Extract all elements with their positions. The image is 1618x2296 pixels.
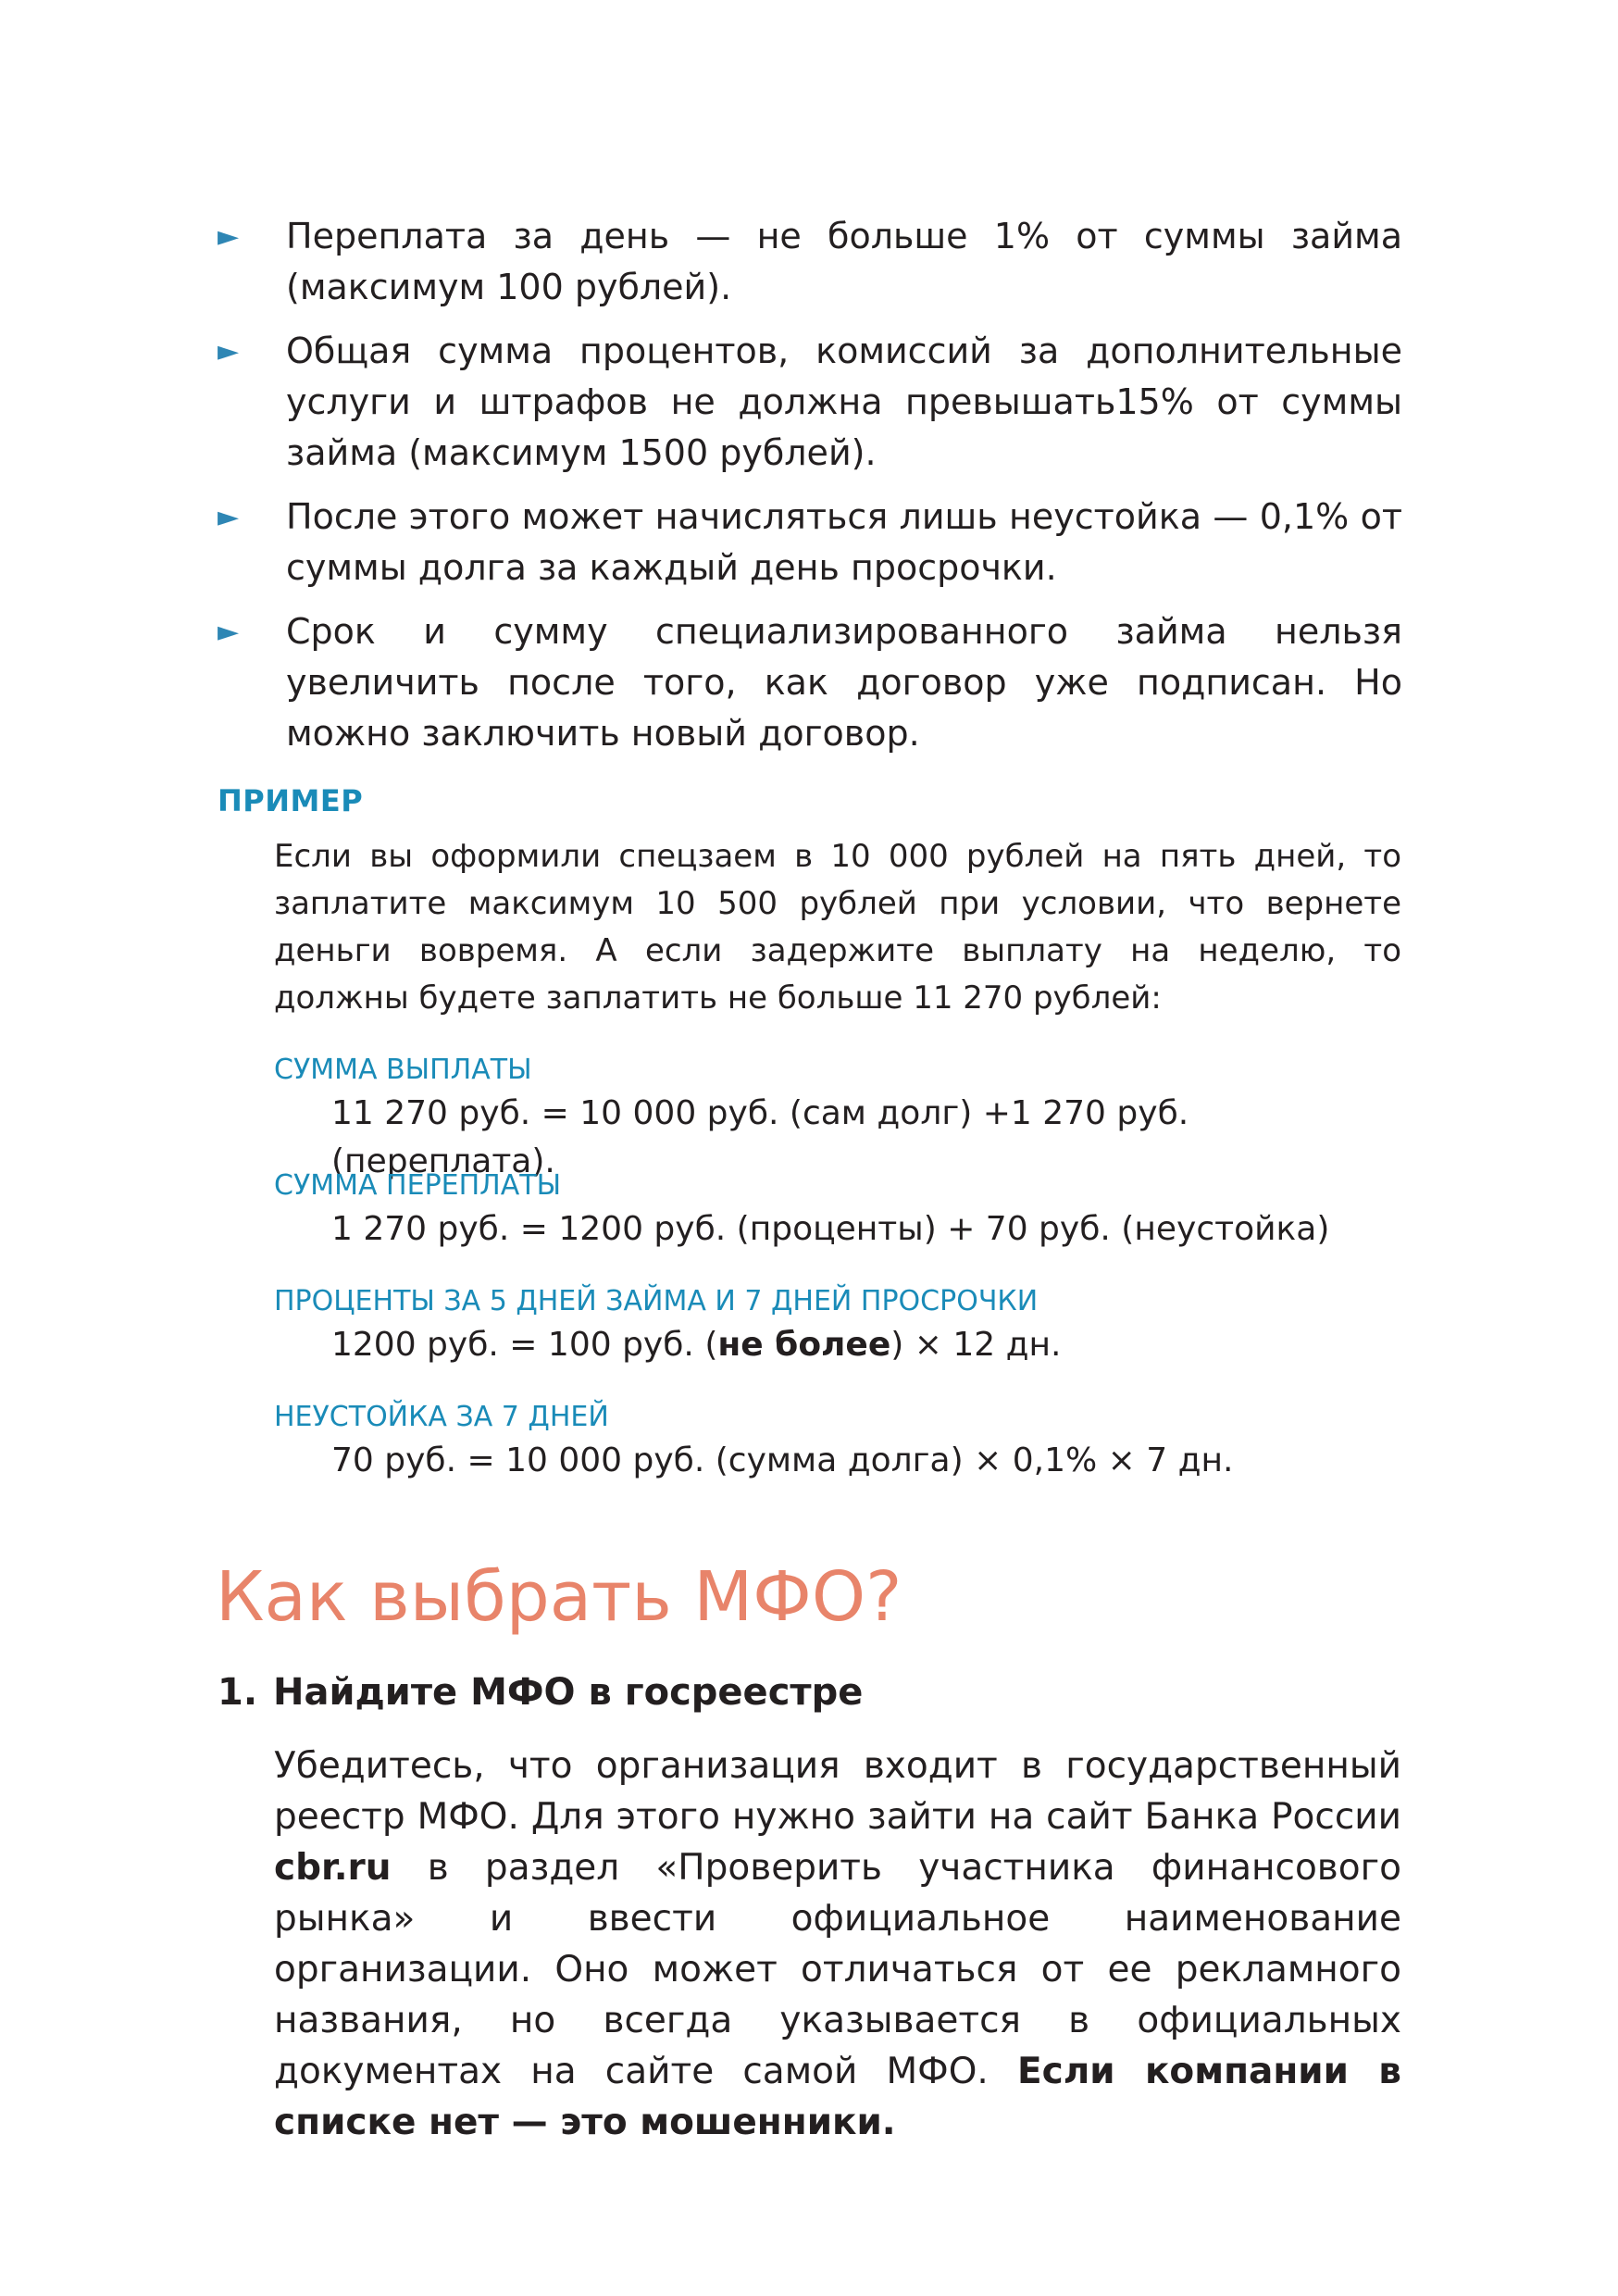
formula-part: 1200 руб. = 100 руб. ( [331,1326,718,1364]
bullet-item [218,326,1402,479]
example-label: ПРИМЕР [218,783,364,818]
formula-part: ) × 12 дн. [890,1326,1062,1364]
bullet-item [218,492,1402,593]
bullet-item [218,606,1402,759]
step-heading-text: Найдите МФО в госреестре [273,1671,864,1714]
cbr-link: cbr.ru [274,1847,392,1889]
bullet-item [218,211,1402,313]
formula-label: СУММА ПЕРЕПЛАТЫ [274,1169,562,1202]
formula-interest [274,1282,1401,1369]
section-title: Как выбрать МФО? [216,1557,902,1637]
triangle-bullet-icon: ► [218,616,240,648]
step-number: 1. [218,1671,258,1714]
bullet-text: Переплата за день — не больше 1% от суммы займа (максимум 100 рублей). [286,216,1402,307]
formula-expression: 11 270 руб. = 10 000 руб. (сам долг) +1 270 руб. (переплата). [331,1094,1189,1180]
formula-label: СУММА ВЫПЛАТЫ [274,1054,532,1086]
formula-expression [274,1321,1401,1369]
formula-overpayment [274,1167,1401,1254]
formula-label: ПРОЦЕНТЫ ЗА 5 ДНЕЙ ЗАЙМА И 7 ДНЕЙ ПРОСРОЧКИ [274,1285,1039,1317]
bullet-list [218,211,1402,772]
bullet-text: Срок и сумму специализированного займа нельзя увеличить после того, как договор уже подписан. Но можно заключить новый договор. [286,611,1402,754]
warning-text: Если компании в списке нет — это мошенники. [274,2051,1401,2143]
bullet-text: После этого может начисляться лишь неустойка — 0,1% от суммы долга за каждый день просрочки. [286,496,1402,588]
body-text: в раздел «Проверить участника финансового рынка» и ввести официальное наименование организации. Оно может отличаться от ее рекламного названия, но всегда указывается в официальных документах на сайте самой МФО. [274,1847,1401,2092]
formula-emphasis: не более [717,1326,891,1364]
body-text: Убедитесь, что организация входит в государственный реестр МФО. Для этого нужно зайти на сайт Банка России [274,1745,1401,1838]
triangle-bullet-icon: ► [218,220,240,253]
triangle-bullet-icon: ► [218,501,240,533]
formula-penalty [274,1398,1401,1485]
step-body [274,1741,1401,2148]
triangle-bullet-icon: ► [218,335,240,368]
formula-label: НЕУСТОЙКА ЗА 7 ДНЕЙ [274,1401,609,1433]
formula-expression: 70 руб. = 10 000 руб. (сумма долга) × 0,1% × 7 дн. [331,1441,1234,1479]
example-text: Если вы оформили спецзаем в 10 000 рублей на пять дней, то заплатите максимум 10 500 рублей при условии, что вернете деньги вовремя. А если задержите выплату на неделю, то должны будете заплатить не больше 11 270 рублей: [274,838,1401,1017]
formula-expression: 1 270 руб. = 1200 руб. (проценты) + 70 руб. (неустойка) [331,1210,1330,1248]
step-heading [218,1666,863,1718]
bullet-text: Общая сумма процентов, комиссий за дополнительные услуги и штрафов не должна превышать15% от суммы займа (максимум 1500 рублей). [286,331,1402,473]
